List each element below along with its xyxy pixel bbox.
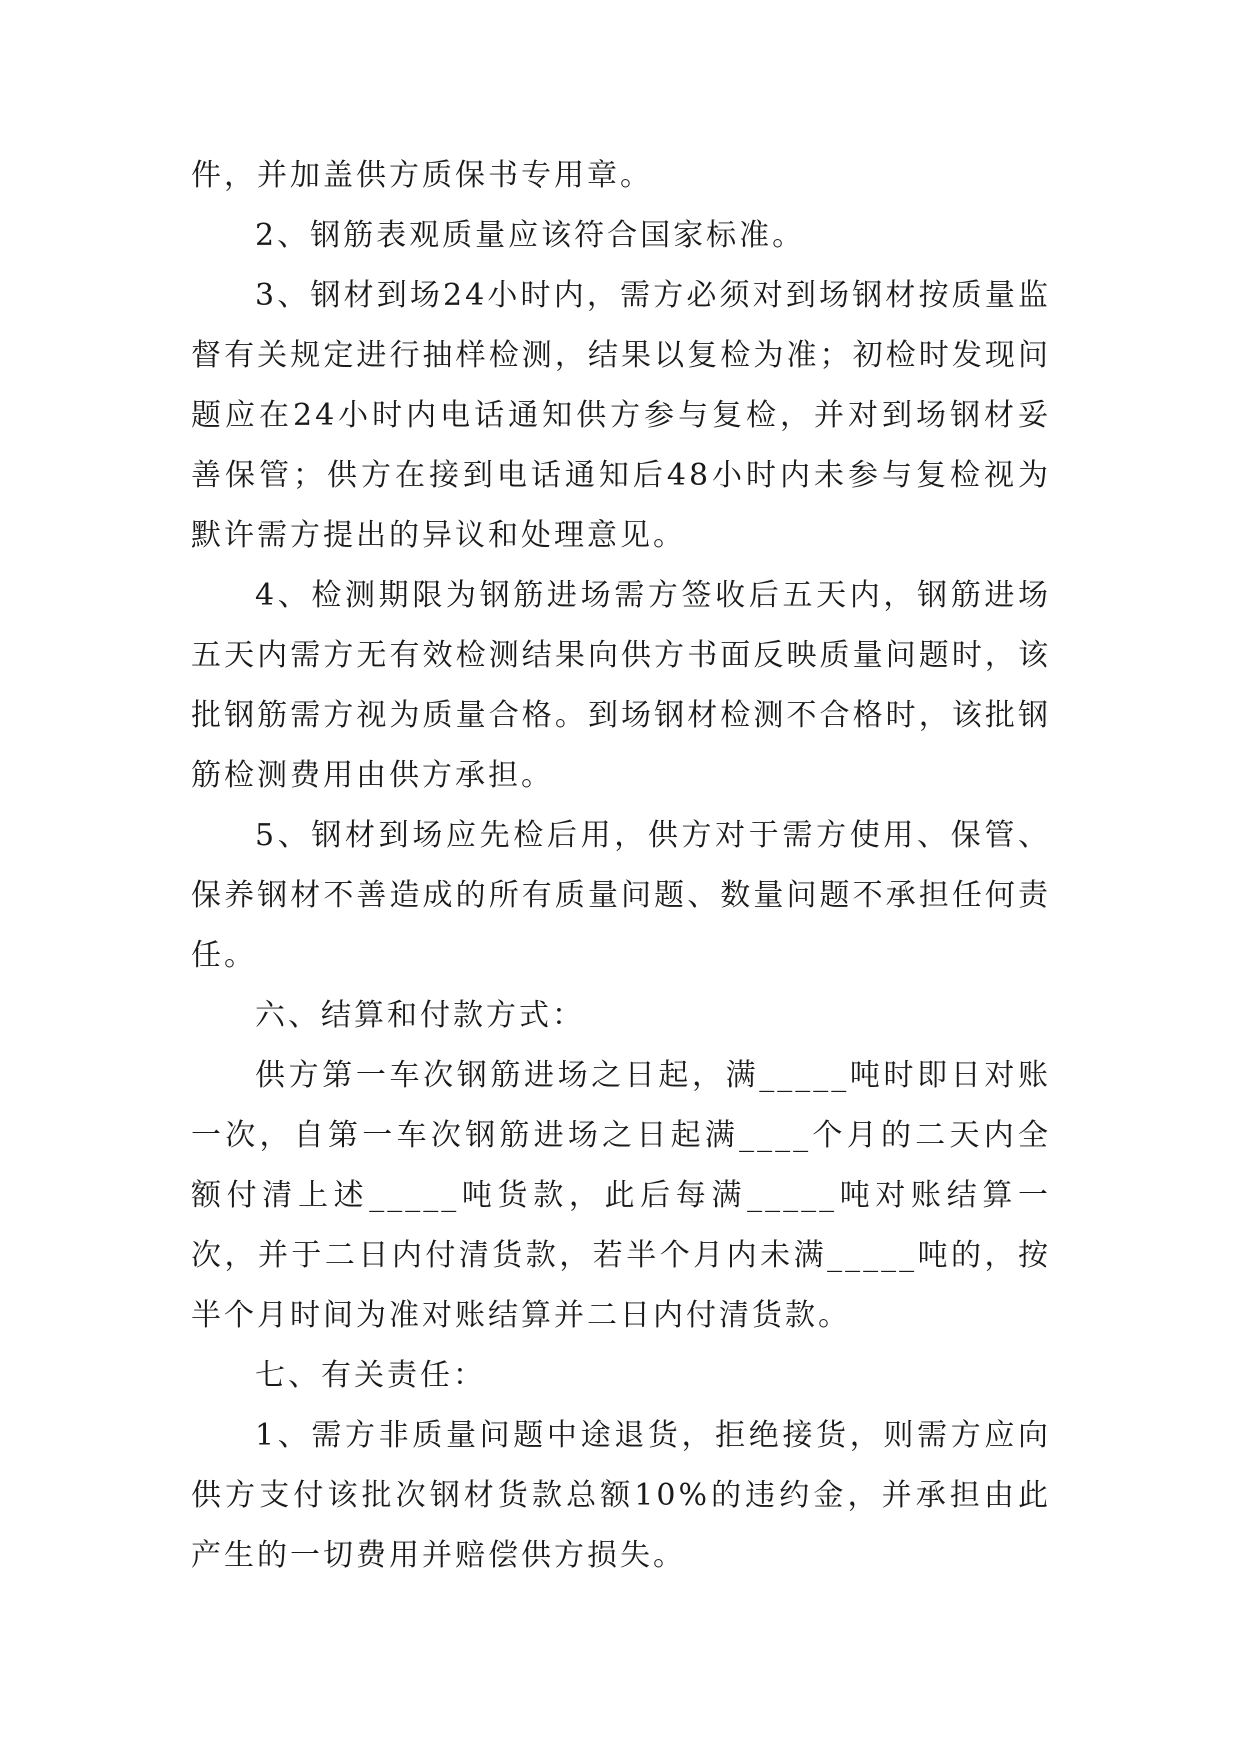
paragraph-liability-1: 1、需方非质量问题中途退货，拒绝接货，则需方应向供方支付该批次钢材货款总额10%的违约金，并承担由此产生的一切费用并赔偿供方损失。 — [191, 1418, 1051, 1573]
document-body — [191, 146, 1051, 1586]
section-heading-settlement: 六、结算和付款方式： — [255, 998, 585, 1033]
paragraph-item-2: 2、钢筋表观质量应该符合国家标准。 — [255, 218, 806, 253]
paragraph-item-3: 3、钢材到场24小时内，需方必须对到场钢材按质量监督有关规定进行抽样检测，结果以复检为准；初检时发现问题应在24小时内电话通知供方参与复检，并对到场钢材妥善保管；供方在接到电话通知后48小时内未参与复检视为默许需方提出的异议和处理意见。 — [191, 278, 1051, 553]
section-heading-liability: 七、有关责任： — [255, 1358, 486, 1393]
paragraph-continuation: 件，并加盖供方质保书专用章。 — [191, 158, 653, 193]
paragraph-settlement-terms: 供方第一车次钢筋进场之日起，满_____吨时即日对账一次，自第一车次钢筋进场之日起满____个月的二天内全额付清上述_____吨货款，此后每满_____吨对账结算一次，并于二日内付清货款，若半个月内未满_____吨的，按半个月时间为准对账结算并二日内付清货款。 — [191, 1058, 1051, 1333]
paragraph-item-4: 4、检测期限为钢筋进场需方签收后五天内，钢筋进场五天内需方无有效检测结果向供方书面反映质量问题时，该批钢筋需方视为质量合格。到场钢材检测不合格时，该批钢筋检测费用由供方承担。 — [191, 578, 1051, 793]
paragraph-item-5: 5、钢材到场应先检后用，供方对于需方使用、保管、保养钢材不善造成的所有质量问题、数量问题不承担任何责任。 — [191, 818, 1051, 973]
